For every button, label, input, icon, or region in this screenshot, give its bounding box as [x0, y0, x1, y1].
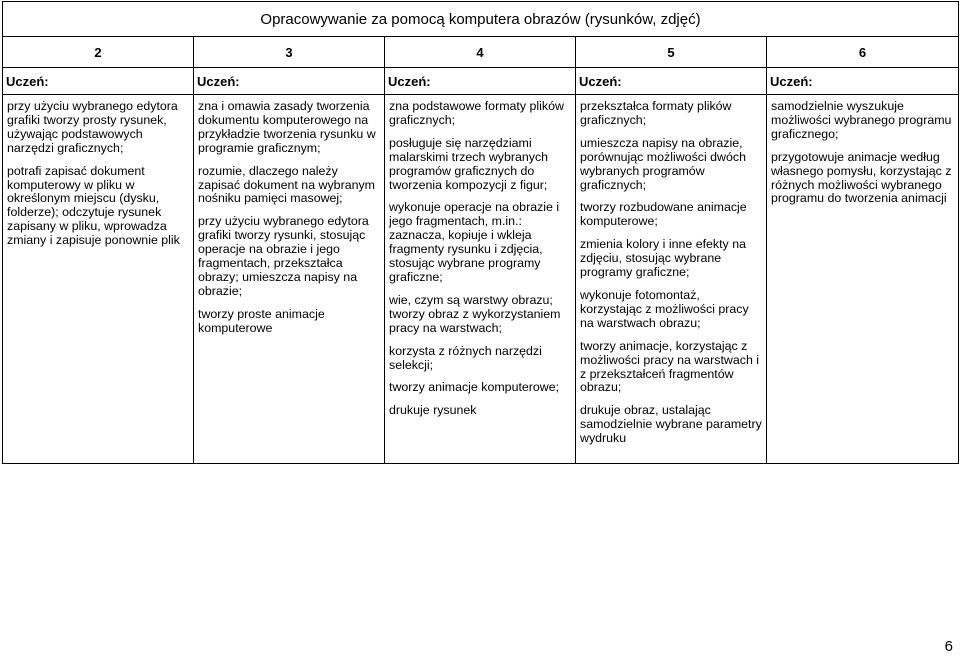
- requirement-item: tworzy animacje, korzystając z możliwości pracy na warstwach i z przekształceń fragmentów obrazu;: [580, 338, 760, 395]
- requirement-item: zmienia kolory i inne efekty na zdjęciu, stosując wybrane programy graficzne;: [580, 237, 746, 280]
- requirement-item: tworzy animacje komputerowe;: [389, 380, 560, 395]
- grade-header-5: 5: [576, 37, 767, 68]
- requirement-item: wie, czym są warstwy obrazu; tworzy obraz z wykorzystaniem pracy na warstwach;: [389, 292, 561, 335]
- requirement-item: zna i omawia zasady tworzenia dokumentu komputerowego na przykładzie tworzenia rysunku w programie graficznym;: [198, 99, 376, 155]
- grade-header-6: 6: [767, 37, 959, 68]
- requirement-item: przy użyciu wybranego edytora grafiki tworzy rysunki, stosując operacje na obrazie i jego fragmentach, przekształca obrazy; umieszcza napisy na obrazie;: [198, 214, 369, 298]
- requirement-item: przy użyciu wybranego edytora grafiki tworzy prosty rysunek, używając podstawowych narzędzi graficznych;: [7, 99, 178, 155]
- requirement-item: rozumie, dlaczego należy zapisać dokument na wybranym nośniku pamięci masowej;: [198, 163, 375, 206]
- requirement-item: tworzy proste animacje komputerowe: [198, 306, 325, 335]
- requirements-cell-grade-4: [385, 95, 576, 464]
- student-label: Uczeń:: [194, 68, 385, 95]
- requirement-item: drukuje rysunek: [389, 403, 477, 418]
- student-label: Uczeń:: [385, 68, 576, 95]
- student-label: Uczeń:: [3, 68, 194, 95]
- grade-header-2: 2: [3, 37, 194, 68]
- requirement-item: przekształca formaty plików graficznych;: [580, 99, 732, 127]
- requirements-cell-grade-6: [767, 95, 959, 464]
- requirements-table: [2, 1, 959, 464]
- requirement-item: posługuje się narzędziami malarskimi trzech wybranych programów graficznych do tworzenia kompozycji z figur;: [389, 135, 549, 192]
- table-title: Opracowywanie za pomocą komputera obrazów (rysunków, zdjęć): [3, 2, 959, 37]
- requirement-item: wykonuje fotomontaż, korzystając z możliwości pracy na warstwach obrazu;: [580, 287, 749, 330]
- requirements-cell-grade-2: [3, 95, 194, 464]
- requirement-item: potrafi zapisać dokument komputerowy w pliku w określonym miejscu (dysku, folderze); odczytuje rysunek zapisany w pliku, wprowadza zmiany i zapisuje ponownie plik: [7, 163, 180, 248]
- requirements-cell-grade-5: [576, 95, 767, 464]
- requirements-cell-grade-3: [194, 95, 385, 464]
- requirement-item: drukuje obraz, ustalając samodzielnie wybrane parametry wydruku: [580, 403, 762, 446]
- requirement-item: umieszcza napisy na obrazie, porównując możliwości dwóch wybranych programów graficznych;: [580, 135, 746, 192]
- grade-header-3: 3: [194, 37, 385, 68]
- student-label: Uczeń:: [767, 68, 959, 95]
- requirement-item: zna podstawowe formaty plików graficznych;: [389, 99, 564, 127]
- page-number: 6: [944, 638, 953, 655]
- requirement-item: wykonuje operacje na obrazie i jego fragmentach, m.in.: zaznacza, kopiuje i wkleja fragmenty rysunku i zdjęcia, stosując wybrane programy graficzne;: [389, 200, 560, 284]
- grade-header-4: 4: [385, 37, 576, 68]
- requirement-item: tworzy rozbudowane animacje komputerowe;: [580, 200, 747, 229]
- requirement-item: samodzielnie wyszukuje możliwości wybranego programu graficznego;: [771, 99, 952, 141]
- requirement-item: korzysta z różnych narzędzi selekcji;: [389, 343, 542, 372]
- student-label: Uczeń:: [576, 68, 767, 95]
- requirement-item: przygotowuje animacje według własnego pomysłu, korzystając z różnych możliwości wybranego programu do tworzenia animacji: [771, 149, 952, 206]
